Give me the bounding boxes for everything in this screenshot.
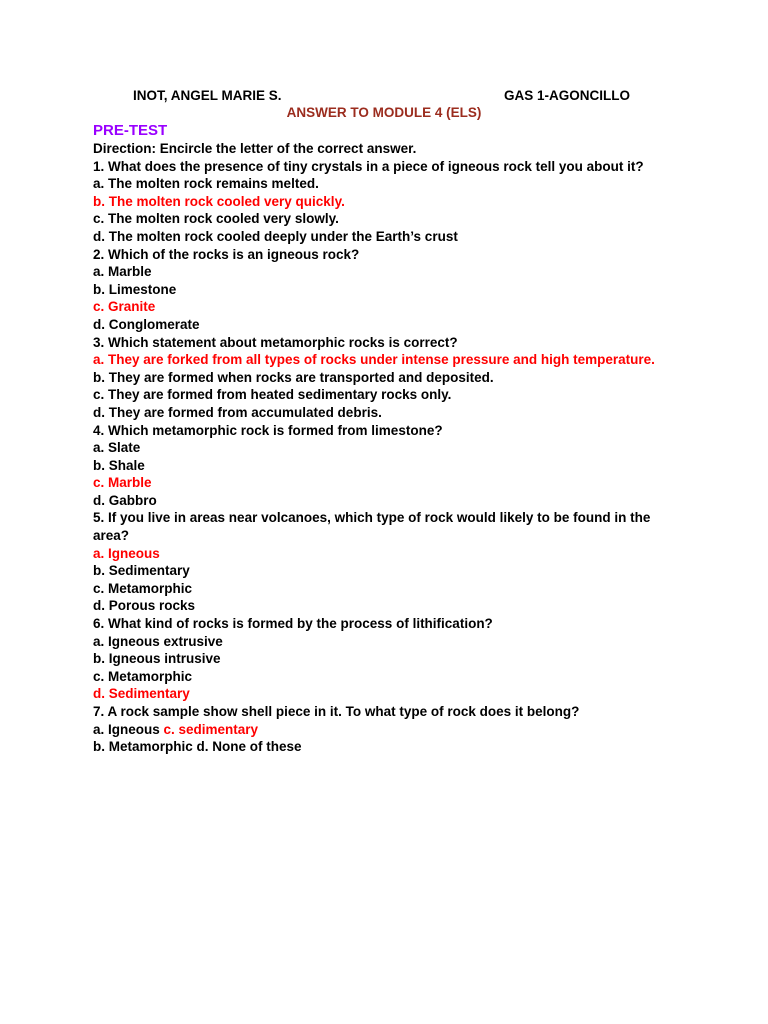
- correct-answer-choice-c: c. sedimentary: [163, 721, 259, 737]
- answer-choice: a. Igneous extrusive: [93, 633, 223, 649]
- answer-choice: d. Gabbro: [93, 492, 157, 508]
- pretest-content: [93, 140, 673, 756]
- direction-text: Direction: Encircle the letter of the correct answer.: [93, 141, 417, 156]
- question-7-choice-line-2: b. Metamorphic d. None of these: [93, 739, 302, 755]
- question-7: [93, 703, 673, 756]
- answer-choice: d. The molten rock cooled deeply under the Earth’s crust: [93, 228, 458, 244]
- question-3: [93, 334, 673, 422]
- question-text: 3. Which statement about metamorphic rocks is correct?: [93, 334, 458, 350]
- question-2: [93, 246, 673, 334]
- section-name: GAS 1-AGONCILLO: [504, 88, 631, 103]
- correct-answer-choice: a. They are forked from all types of rocks under intense pressure and high temperature.: [93, 352, 655, 368]
- answer-choice: a. Marble: [93, 264, 152, 280]
- answer-choice: b. Sedimentary: [93, 563, 190, 579]
- correct-answer-choice: b. The molten rock cooled very quickly.: [93, 193, 345, 209]
- answer-choice: d. They are formed from accumulated debris.: [93, 404, 382, 420]
- question-text: 5. If you live in areas near volcanoes, which type of rock would likely to be found in the area?: [93, 510, 655, 544]
- answer-choice: d. Porous rocks: [93, 598, 196, 614]
- answer-choice: b. Shale: [93, 457, 145, 473]
- correct-answer-choice: c. Marble: [93, 475, 152, 491]
- question-text: 2. Which of the rocks is an igneous rock?: [93, 246, 360, 262]
- question-6: [93, 615, 673, 703]
- question-text: 1. What does the presence of tiny crystals in a piece of igneous rock tell you about it?: [93, 158, 644, 174]
- correct-answer-choice: d. Sedimentary: [93, 686, 190, 702]
- answer-choice: a. Slate: [93, 440, 141, 456]
- answer-choice: c. The molten rock cooled very slowly.: [93, 211, 339, 227]
- answer-choice: b. Igneous intrusive: [93, 651, 221, 667]
- answer-choice: c. Metamorphic: [93, 580, 193, 596]
- questions-list: [93, 158, 673, 703]
- answer-choice: b. They are formed when rocks are transported and deposited.: [93, 369, 494, 385]
- pretest-heading: PRE-TEST: [93, 122, 168, 139]
- question-5: [93, 509, 673, 615]
- question-text: 6. What kind of rocks is formed by the process of lithification?: [93, 616, 493, 632]
- student-name: INOT, ANGEL MARIE S.: [133, 88, 282, 103]
- module-title: ANSWER TO MODULE 4 (ELS): [286, 105, 482, 120]
- answer-choice: a. The molten rock remains melted.: [93, 176, 319, 192]
- choice-a: a. Igneous: [93, 721, 164, 737]
- answer-choice: c. Metamorphic: [93, 668, 193, 684]
- answer-choice: c. They are formed from heated sedimentary rocks only.: [93, 387, 452, 403]
- correct-answer-choice: c. Granite: [93, 299, 156, 315]
- question-4: [93, 422, 673, 510]
- correct-answer-choice: a. Igneous: [93, 545, 160, 561]
- answer-choice: d. Conglomerate: [93, 316, 200, 332]
- question-text: 7. A rock sample show shell piece in it. To what type of rock does it belong?: [93, 704, 580, 719]
- question-text: 4. Which metamorphic rock is formed from limestone?: [93, 422, 443, 438]
- question-1: [93, 158, 673, 246]
- answer-choice: b. Limestone: [93, 281, 177, 297]
- question-7-choice-line-1: [93, 721, 673, 739]
